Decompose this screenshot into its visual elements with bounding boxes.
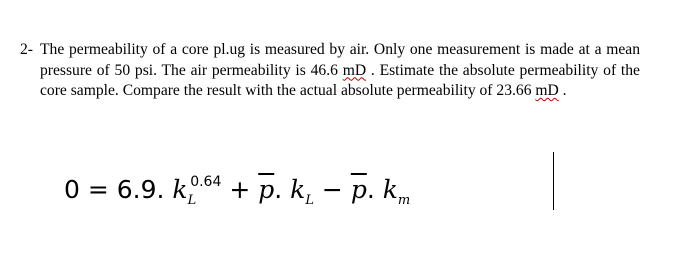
equation-k2: k: [290, 175, 306, 204]
problem-statement: [20, 40, 640, 102]
equation-pbar-1: $\overline{p}$: [258, 175, 275, 204]
equation-dot-1: .: [274, 175, 283, 204]
problem-text: [40, 40, 640, 102]
klinkenberg-equation: [64, 174, 410, 208]
problem-number: 2-: [20, 41, 33, 58]
equation-k2-subscript: L: [305, 193, 314, 208]
equation-minus: −: [321, 175, 351, 204]
equation-k3-subscript: m: [397, 193, 411, 208]
text-cursor-bar: [553, 152, 554, 210]
equation-plus: +: [229, 175, 259, 204]
equation-k1-exponent: 0.64: [190, 174, 222, 190]
unit-md-2: mD: [535, 82, 559, 99]
unit-md-1: mD: [342, 61, 367, 79]
problem-text-part-2: . Estimate the absolute permeability of the core sample. Compare the result with the actual absolute permeability of 23.66: [40, 61, 640, 99]
equation-k1: k: [172, 175, 188, 204]
problem-text-part-1: The permeability of a core pl.ug is measured by air. Only one measurement is made at a mean pressure of 50 psi. The air permeability is 46.6: [40, 41, 640, 79]
equation-k1-subscript: L: [187, 193, 197, 208]
equation-dot-2: .: [366, 175, 375, 204]
equation-k3: k: [382, 175, 398, 204]
equation-pbar-2: $\overline{p}$: [350, 175, 367, 204]
problem-text-part-3: .: [558, 82, 567, 99]
equation-lhs: 0 = 6.9.: [64, 175, 165, 204]
